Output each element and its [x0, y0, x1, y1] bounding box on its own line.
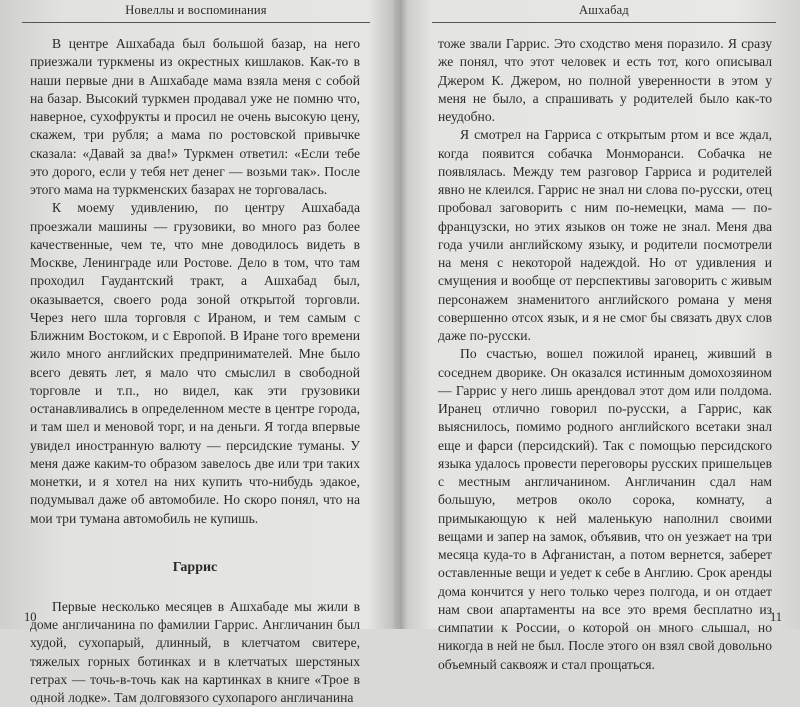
paragraph-continuation: тоже звали Гаррис. Это сходство меня поразило. Я сразу же понял, что этот человек и есть тот, кого описывал Джером К. Джером, но полной уверенности в этом у меня не было, а спрашивать у родителей было как-то неудобно. — [438, 36, 772, 124]
paragraph: По счастью, вошел пожилой иранец, живший в соседнем дворике. Он оказался истинным домохозяином — Гаррис у него лишь арендовал этот дом или полдома. Иранец отлично говорил по-русски, а Гаррис, как выяснилось, помимо родного английского всетаки знал еще и фарси (персидский). Так с помощью персидского языка удалось провести переговоры русских пришельцев с местным англичанином. Англичанин сдал нам большую, метров около сорока, комнату, а примыкающую к ней маленькую наполнил своими вещами и запер на замок, объявив, что он уезжает на три месяца куда-то в Афганистан, а потом вернется, заберет оставленные вещи и уедет к себе в Англию. Срок аренды дома кончится у него только через полгода, и он отдает нам свои апартаменты на все это время бесплатно из симпатии к России, о которой он много слышал, но никогда в ней не был. После этого он взял свой довольно объемный саквояж и стал прощаться. — [438, 346, 772, 672]
page-number: 11 — [769, 610, 782, 624]
left-page — [0, 0, 398, 705]
right-page — [402, 0, 800, 672]
gutter-shadow — [392, 0, 408, 629]
paragraph: Я смотрел на Гарриса с открытым ртом и все ждал, когда появится собачка Монморанси. Собачка не появлялась. Между тем разговор Гарриса и родителей явно не клеился. Гаррис не знал ни слова по-русски, отец пробовал заговорить с ним по-немецки, мама — по-французски, но этих языков он тоже не знал. Меня два года учили английскому языку, и родители посмотрели на меня с некоторой надеждой. Но от удивления и смущения и вообще от перспективы заговорить с живым персонажем знаменитого английского романа у меня совершенно отсох язык, и я не смог бы связать двух слов даже по-русски. — [438, 127, 772, 343]
paragraph: Первые несколько месяцев в Ашхабаде мы жили в доме англичанина по фамилии Гаррис. Англичанин был худой, сухопарый, длинный, в клетчатом свитере, тяжелых горных ботинках и в клетчатых шерстяных гетрах — точь-в-точь как на картинках в книге «Трое в одной лодке». Там долговязого сухопарого англичанина — [30, 598, 360, 705]
running-head: Ашхабад — [432, 0, 776, 23]
page-number: 10 — [24, 610, 37, 624]
paragraph: К моему удивлению, по центру Ашхабада проезжали машины — грузовики, во много раз более качественные, чем те, что мне доводилось видеть в Москве, Ленинграде или Ростове. Дело в том, что там проходил Гаудантский тракт, а Ашхабад был, оказывается, своего рода зоной открытой торговли. Через него шла торговля с Ираном, и тем самым с Ближним Востоком, и с Европой. В Иране того времени жило много английских предпринимателей. Мне было всего девять лет, я мало что смыслил в свободной торговле и т.п., но видел, как эти грузовики останавливались в определенном месте в центре города, и там шел и меновой торг, и на деньги. Я тогда впервые увидел иностранную валюту — персидские туманы. У меня даже каким-то образом завелось две или три таких монетки, и я хотел на них купить что-нибудь эдакое, подумывал даже об автомобиле. Но скоро понял, что на мои три тумана автомобиль не купишь. — [30, 200, 360, 526]
section-title: Гаррис — [172, 559, 218, 575]
running-head: Новеллы и воспоминания — [22, 0, 370, 23]
paragraph: В центре Ашхабада был большой базар, на него приезжали туркмены из окрестных кишлаков. Как-то в наши первые дни в Ашхабаде мама взяла меня с собой на базар. Высокий туркмен продавал уже не помню что, наверное, сухофрукты и просил не очень высокую цену, скажем, три рубля; а мама по ростовской привычке сказала: «Давай за два!» Туркмен ответил: «Если тебе это дорого, если у тебя нет денег — возьми так». После этого мама на туркменских базарах не торговалась. — [30, 36, 360, 197]
